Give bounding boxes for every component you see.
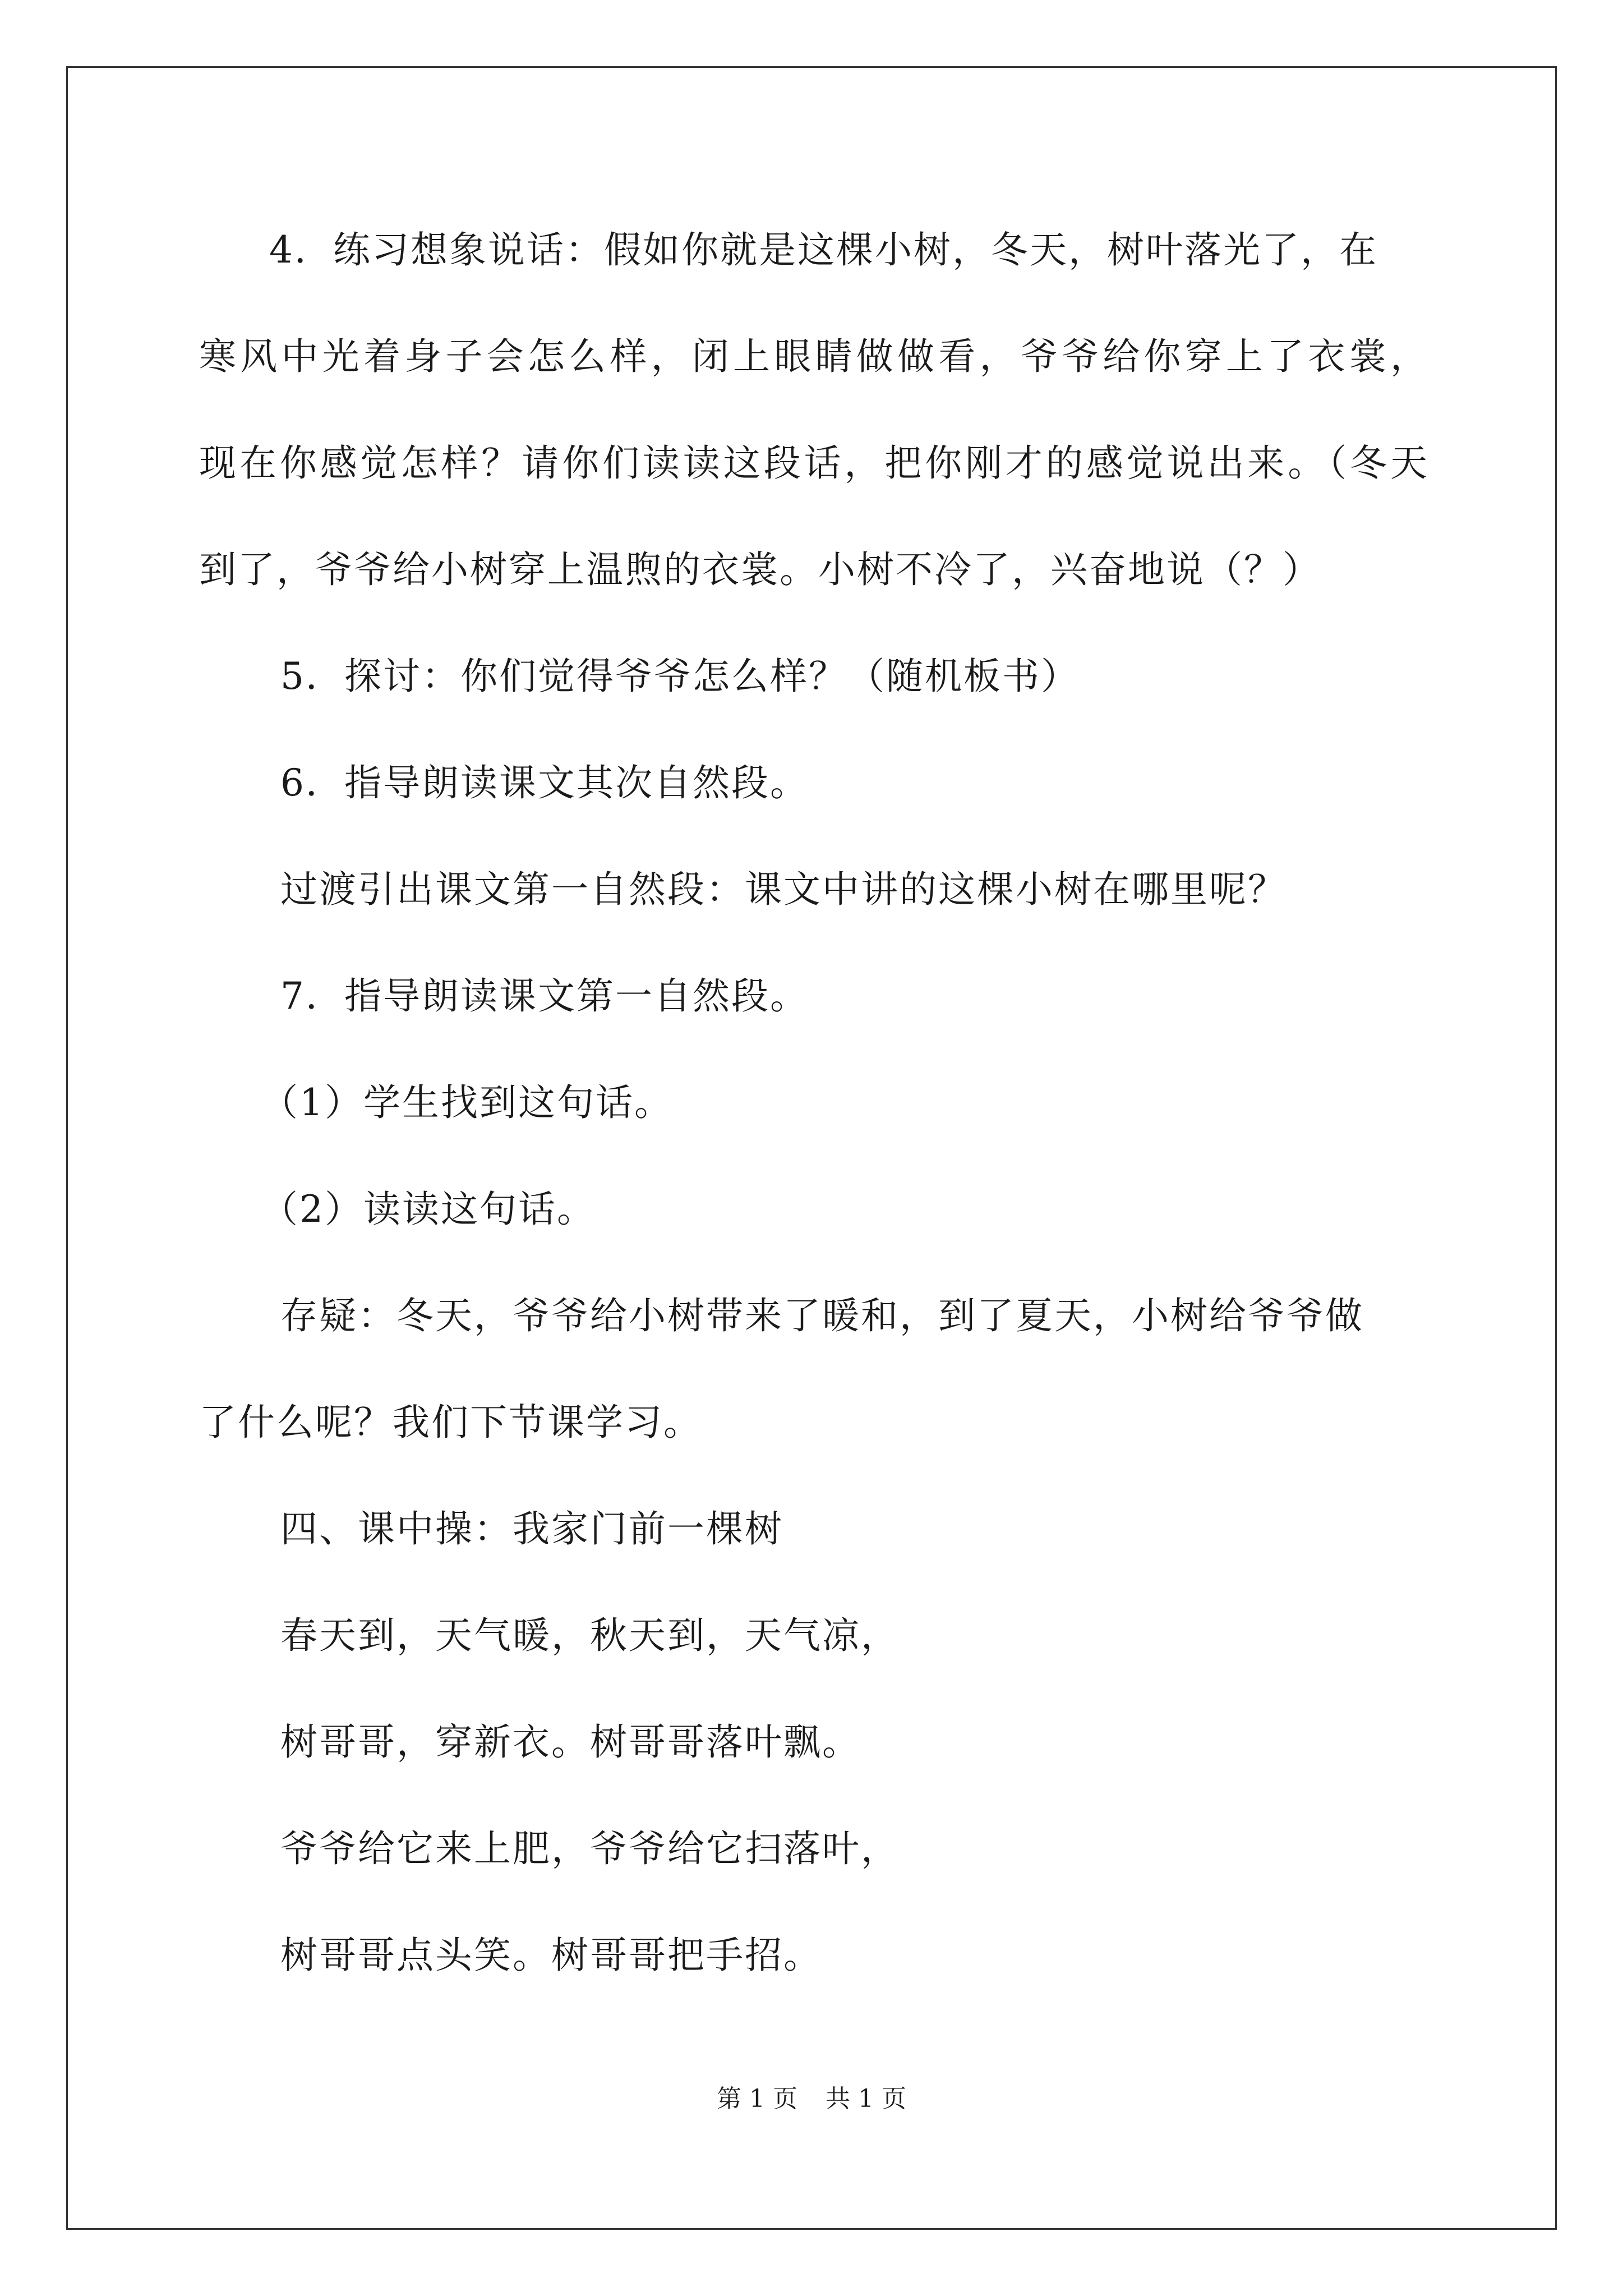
paragraph-line: 树哥哥点头笑。树哥哥把手招。: [280, 1934, 822, 1977]
paragraph-line: 爷爷给它来上肥，爷爷给它扫落叶，: [280, 1827, 900, 1870]
paragraph-line: 5．探讨：你们觉得爷爷怎么样？（随机板书）: [280, 655, 1080, 698]
page-total: 共 1 页: [826, 2085, 906, 2113]
paragraph-line: 4．练习想象说话：假如你就是这棵小树，冬天，树叶落光了，在: [269, 228, 1378, 272]
paragraph-line: 寒风中光着身子会怎么样，闭上眼睛做做看，爷爷给你穿上了衣裳，: [199, 335, 1427, 378]
paragraph-line: 存疑：冬天，爷爷给小树带来了暖和，到了夏天，小树给爷爷做: [280, 1294, 1364, 1337]
paragraph-line: 过渡引出课文第一自然段：课文中讲的这棵小树在哪里呢？: [280, 868, 1287, 911]
paragraph-line: 7．指导朗读课文第一自然段。: [280, 974, 809, 1018]
paragraph-line: 四、课中操：我家门前一棵树: [280, 1507, 783, 1550]
paragraph-line: 春天到，天气暖，秋天到，天气凉，: [280, 1614, 900, 1657]
paragraph-line: 6．指导朗读课文其次自然段。: [280, 761, 809, 804]
paragraph-line: 了什么呢？我们下节课学习。: [199, 1401, 702, 1444]
page-number: 第 1 页: [717, 2085, 797, 2113]
paragraph-line: （2）读读这句话。: [261, 1188, 596, 1231]
paragraph-line: 树哥哥，穿新衣。树哥哥落叶飘。: [280, 1720, 861, 1764]
page-footer: [0, 2082, 1623, 2116]
paragraph-line: 现在你感觉怎样？请你们读读这段话，把你刚才的感觉说出来。（冬天: [199, 441, 1427, 485]
paragraph-line: 到了，爷爷给小树穿上温煦的衣裳。小树不冷了，兴奋地说（？）: [199, 548, 1321, 591]
paragraph-line: （1）学生找到这句话。: [261, 1081, 673, 1124]
page-border: [66, 66, 1557, 2230]
